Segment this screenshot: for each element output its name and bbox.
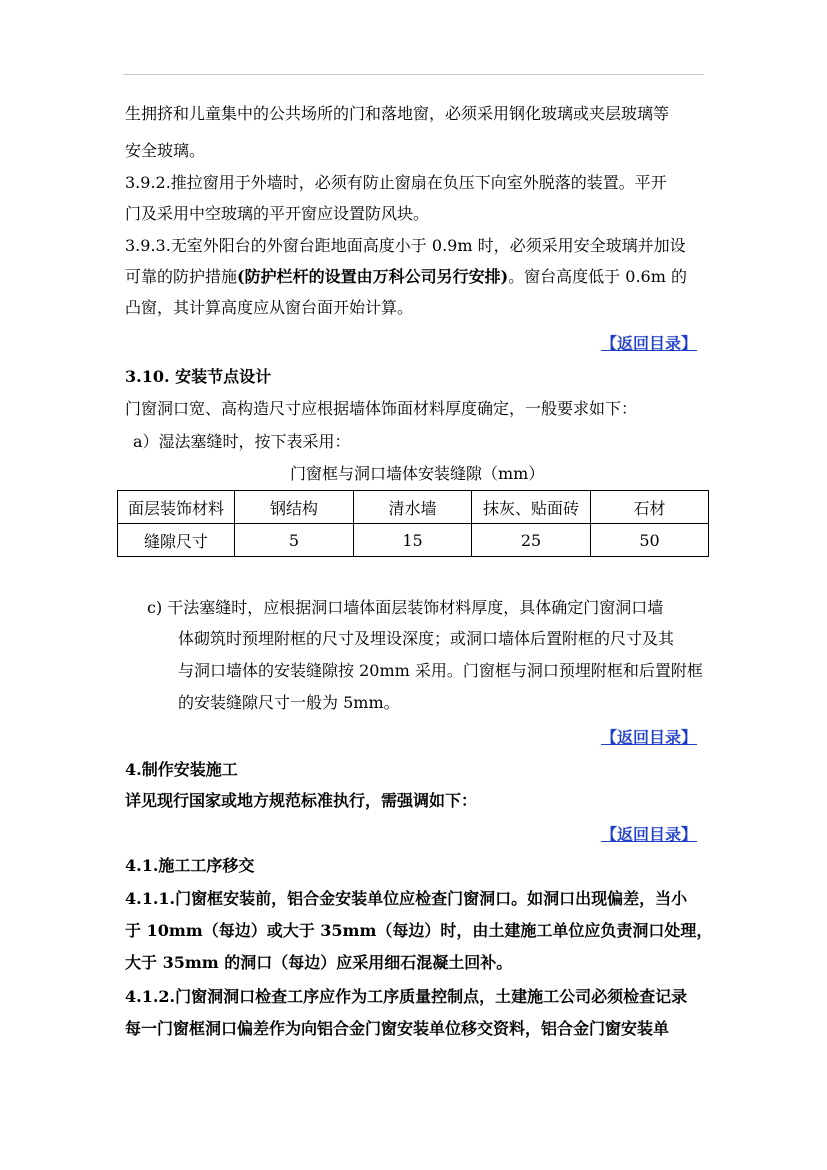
table-cell: 面层装饰材料 [118, 491, 235, 524]
table-caption: 门窗框与洞口墙体安装缝隙（mm） [290, 464, 545, 483]
paragraph-line: 大于 35mm 的洞口（每边）应采用细石混凝土回补。 [125, 953, 513, 972]
table-cell: 50 [591, 524, 709, 557]
bold-note: (防护栏杆的设置由万科公司另行安排) [237, 267, 509, 286]
table-cell: 5 [235, 524, 354, 557]
paragraph-line [125, 266, 687, 288]
gap-table [117, 490, 709, 557]
header-rule [123, 74, 704, 75]
table-cell: 抹灰、贴面砖 [472, 491, 591, 524]
paragraph-line: 4.1.2.门窗洞洞口检查工序应作为工序质量控制点，土建施工公司必须检查记录 [125, 987, 688, 1006]
paragraph-line: 门及采用中空玻璃的平开窗应设置防风块。 [125, 204, 430, 223]
table-header-row [118, 491, 709, 524]
table-cell: 清水墙 [354, 491, 472, 524]
paragraph-line: 详见现行国家或地方规范标准执行，需强调如下： [125, 791, 478, 810]
paragraph-line: 门窗洞口宽、高构造尺寸应根据墙体饰面材料厚度确定，一般要求如下： [125, 399, 638, 418]
list-item-continuation: 与洞口墙体的安装缝隙按 20mm 采用。门窗框与洞口预埋附框和后置附框 [178, 661, 703, 680]
back-to-toc-link[interactable]: 【返回目录】 [601, 728, 698, 747]
section-heading: 4.制作安装施工 [125, 760, 238, 779]
paragraph-line: 凸窗，其计算高度应从窗台面开始计算。 [125, 298, 414, 317]
section-heading: 3.10. 安装节点设计 [125, 367, 272, 386]
list-item-continuation: 的安装缝隙尺寸一般为 5mm。 [178, 693, 400, 712]
list-item: c) 干法塞缝时，应根据洞口墙体面层装饰材料厚度，具体确定门窗洞口墙 [147, 598, 664, 617]
paragraph-line: 生拥挤和儿童集中的公共场所的门和落地窗，必须采用钢化玻璃或夹层玻璃等 [125, 104, 670, 123]
back-to-toc-link[interactable]: 【返回目录】 [601, 825, 698, 844]
paragraph-line: 3.9.3.无室外阳台的外窗台距地面高度小于 0.9m 时，必须采用安全玻璃并加设 [125, 236, 686, 255]
table-cell: 25 [472, 524, 591, 557]
paragraph-line: 4.1.1.门窗框安装前，铝合金安装单位应检查门窗洞口。如洞口出现偏差，当小 [125, 889, 688, 908]
text-span: 可靠的防护措施 [125, 267, 238, 286]
text-span: 。窗台高度低于 0.6m 的 [508, 267, 687, 286]
paragraph-line: 安全玻璃。 [125, 141, 206, 160]
table-cell: 钢结构 [235, 491, 354, 524]
back-to-toc-link[interactable]: 【返回目录】 [601, 334, 698, 353]
list-item: a）湿法塞缝时，按下表采用： [133, 432, 351, 451]
table-cell: 石材 [591, 491, 709, 524]
table-cell: 缝隙尺寸 [118, 524, 235, 557]
paragraph-line: 于 10mm（每边）或大于 35mm（每边）时，由土建施工单位应负责洞口处理， [125, 921, 713, 940]
table-row [118, 524, 709, 557]
paragraph-line: 每一门窗框洞口偏差作为向铝合金门窗安装单位移交资料，铝合金门窗安装单 [125, 1019, 670, 1038]
table-cell: 15 [354, 524, 472, 557]
list-item-continuation: 体砌筑时预埋附框的尺寸及埋设深度；或洞口墙体后置附框的尺寸及其 [178, 629, 675, 648]
paragraph-line: 3.9.2.推拉窗用于外墙时，必须有防止窗扇在负压下向室外脱落的装置。平开 [125, 173, 667, 192]
section-heading: 4.1.施工工序移交 [125, 856, 255, 875]
